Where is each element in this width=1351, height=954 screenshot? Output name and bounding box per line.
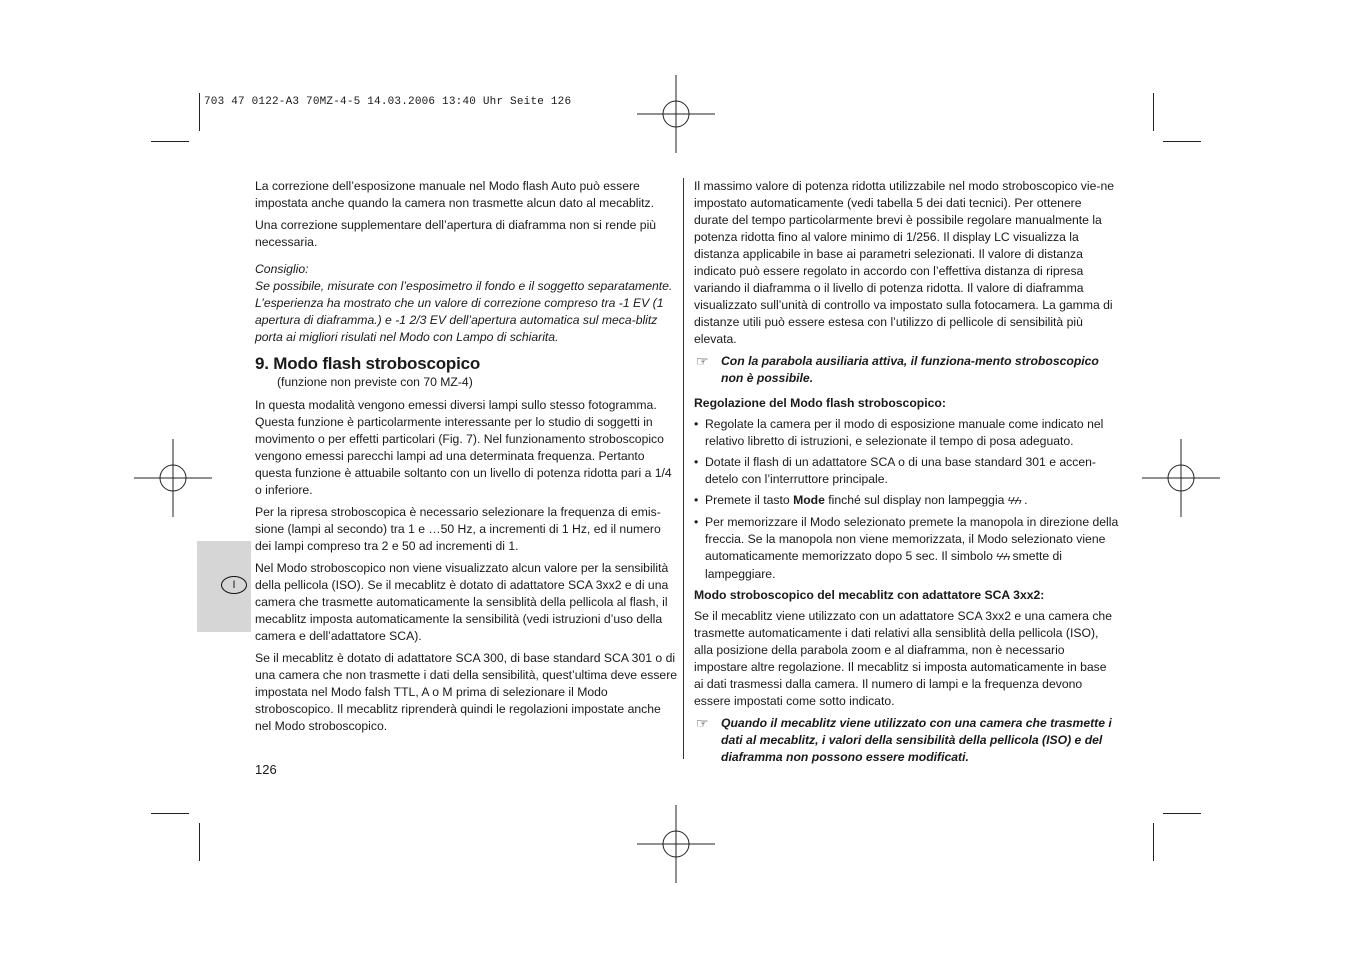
note-text: Con la parabola ausiliaria attiva, il funziona-mento stroboscopico non è possibile. <box>721 354 1099 385</box>
crop-mark <box>151 141 189 142</box>
list-item-text: Per memorizzare il Modo selezionato premete la manopola in direzione della freccia. Se la manopola non viene memorizzata, il Modo selezionato viene automaticamente memorizzato dopo 5 sec. Il simbolo <box>705 515 1119 563</box>
paragraph: Il massimo valore di potenza ridotta utilizzabile nel modo stroboscopico vie-ne impostato automaticamente (vedi tabella 5 dei dati tecnici). Per ottenere durate del tempo particolarmente brevi è possibile regolare manualmente la potenza ridotta fino al valore minimo di 1/256. Il display LC visualizza la distanza applicabile in base ai parametri selezionati. Il valore di distanza indicato può essere regolato in accordo con l’effettiva distanza di ripresa variando il diaframma o il livello di potenza ridotta. Il valore di diaframma visualizzato sull’unità di controllo va impostato sulla fotocamera. La gamma di distanze utili può essere estesa con l’utilizzo di pellicole di sensibilità più elevata. <box>694 179 1114 346</box>
right-column <box>694 178 1119 774</box>
pointing-hand-icon: ☞ <box>696 715 709 731</box>
strobe-flash-icon: ϟϟϟ <box>996 552 1010 563</box>
note <box>694 353 1119 387</box>
paragraph: Se il mecablitz è dotato di adattatore SCA 300, di base standard SCA 301 o di una camera che non trasmette i dati della sensibilità, quest’ultima deve essere impostata nel Modo falsh TTL, A o M prima di selezionare il Modo stroboscopico. Il mecablitz riprenderà quindi le regolazioni impostate anche nel Modo stroboscopico. <box>255 651 678 733</box>
list-item-text: finché sul display non lampeggia <box>824 493 1005 507</box>
registration-mark-icon <box>637 805 715 883</box>
crop-mark <box>1163 813 1201 814</box>
paragraph: In questa modalità vengono emessi diversi lampi sullo stesso fotogramma. Questa funzione è particolarmente interessante per lo studio di soggetti in movimento o per effetti particolari (Fig. 7). Nel funzionamento stroboscopico vengono emessi parecchi lampi ad una determinata frequenza. Pertanto questa funzione è attuabile soltanto con un livello di potenza ridotta pari a 1/4 o inferiore. <box>255 398 672 497</box>
list-item-text: smette di lampeggiare. <box>705 549 1063 581</box>
bullet-icon: • <box>694 515 699 529</box>
paragraph: Nel Modo stroboscopico non viene visualizzato alcun valore per la sensibilità della pellicola (ISO). Se il mecablitz è dotato di adattatore SCA 3xx2 e di una camera che trasmette automaticamente la sensiblità della pellicola al flash, il mecablitz imposta automaticamente la sensibilità (vedi istruzioni d’uso della camera e dell’adattatore SCA). <box>255 561 669 643</box>
paragraph: Una correzione supplementare dell’apertura di diaframma non si rende più necessaria. <box>255 218 657 249</box>
registration-mark-icon <box>1142 439 1220 517</box>
column-divider <box>683 178 684 759</box>
tip-text: Se possibile, misurate con l’esposimetro il fondo e il soggetto separatamente. L’esperienza ha mostrato che un valore di correzione compreso tra -1 EV (1 apertura di diaframma.) e -1 2/3 EV dell’apertura automatica sul meca-blitz porta ai migliori risulati nel Modo con Lampo di schiarita. <box>255 279 673 344</box>
list-item-text: Regolate la camera per il modo di esposizione manuale come indicato nel relativo libretto di istruzioni, e selezionate il tempo di posa adeguato. <box>705 417 1104 448</box>
list-item-text: Premete il tasto <box>705 493 794 507</box>
list-item-text: . <box>1020 493 1028 507</box>
page-number: 126 <box>255 762 277 777</box>
print-header: 703 47 0122-A3 70MZ-4-5 14.03.2006 13:40 Uhr Seite 126 <box>204 96 572 108</box>
paragraph: La correzione dell’esposizone manuale nel Modo flash Auto può essere impostata anche quando la camera non trasmette alcun dato al mecablitz. <box>255 179 655 210</box>
crop-mark <box>1153 823 1154 861</box>
note-text: Quando il mecablitz viene utilizzato con una camera che trasmette i dati al mecablitz, i valori della sensibilità della pellicola (ISO) e del diaframma non possono essere modificati. <box>721 716 1112 764</box>
crop-mark <box>151 813 189 814</box>
paragraph: Se il mecablitz viene utilizzato con un adattatore SCA 3xx2 e una camera che trasmette automaticamente i dati relativi alla sensiblità della pellicola (ISO), alla posizione della parabola zoom e al diaframma, non è necessario impostare altre regolazione. Il mecablitz si imposta automaticamente in base ai dati trasmessi dalla camera. Il numero di lampi e la frequenza devono essere impostati come sotto indicato. <box>694 609 1112 708</box>
list-item <box>694 492 1119 510</box>
crop-mark <box>1163 141 1201 142</box>
bullet-icon: • <box>694 493 699 507</box>
section-subheading: (funzione non previste con 70 MZ-4) <box>277 375 473 389</box>
subsection-heading: Modo stroboscopico del mecablitz con adattatore SCA 3xx2: <box>694 588 1045 602</box>
language-tab-letter: I <box>221 576 247 594</box>
paragraph: Per la ripresa stroboscopica è necessario selezionare la frequenza di emis-sione (lampi al secondo) tra 1 e …50 Hz, a incrementi di 1 Hz, ed il numero dei lampi compreso tra 2 e 50 ad incrementi di 1. <box>255 505 661 553</box>
registration-mark-icon <box>637 75 715 153</box>
pointing-hand-icon: ☞ <box>696 353 709 369</box>
registration-mark-icon <box>134 439 212 517</box>
crop-mark <box>1153 93 1154 131</box>
crop-mark <box>199 93 200 131</box>
crop-mark <box>199 823 200 861</box>
strobe-flash-icon: ϟϟϟ <box>1007 496 1021 507</box>
list-item <box>694 454 1119 488</box>
list-item <box>694 514 1119 583</box>
mode-key-label: Mode <box>793 493 825 507</box>
note <box>694 715 1119 766</box>
bullet-icon: • <box>694 455 699 469</box>
section-heading: 9. Modo flash stroboscopico <box>255 354 481 373</box>
list-item-text: Dotate il flash di un adattatore SCA o di una base standard 301 e accen-detelo con l’interruttore principale. <box>705 455 1096 486</box>
tip-label: Consiglio: <box>255 262 309 276</box>
left-column <box>255 178 680 740</box>
list-item <box>694 416 1119 450</box>
subsection-heading: Regolazione del Modo flash stroboscopico: <box>694 396 946 410</box>
bullet-icon: • <box>694 417 699 431</box>
